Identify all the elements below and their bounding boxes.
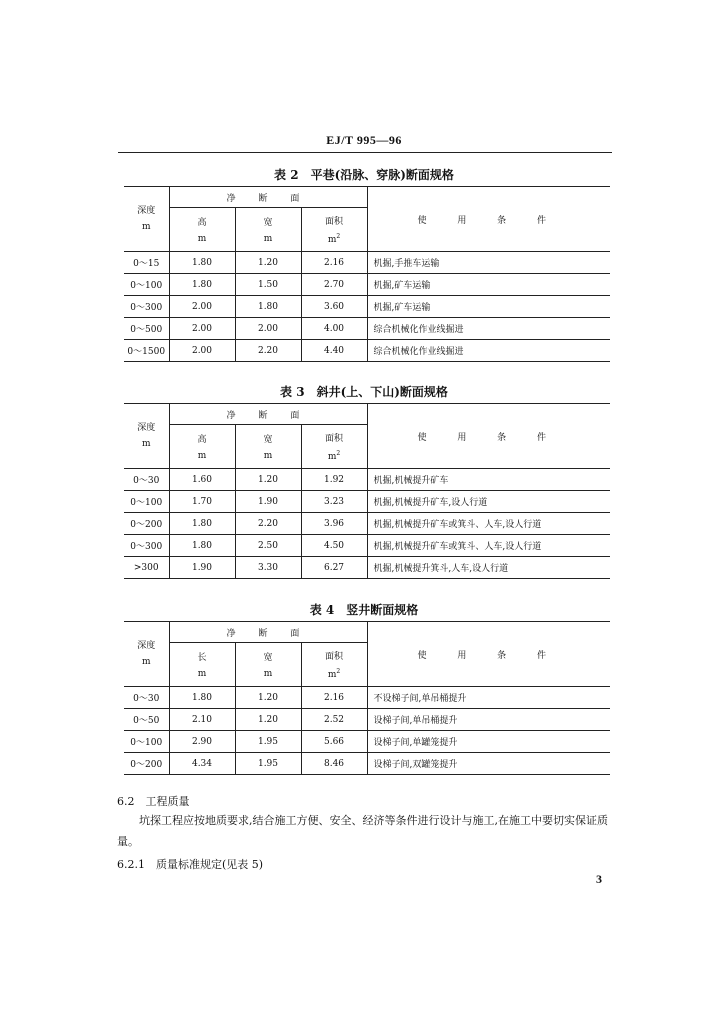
col-area-unit: $m^2$ — [327, 450, 341, 462]
table-row — [124, 513, 610, 535]
condition-cell: 机掘,矿车运输 — [367, 274, 610, 296]
depth-cell: 0～30 — [124, 687, 169, 709]
col-b-label: 宽 — [263, 435, 273, 445]
depth-header — [124, 187, 169, 252]
a-cell: 1.80 — [169, 274, 235, 296]
col-b-header — [235, 425, 301, 469]
col-area-unit: $m^2$ — [327, 233, 341, 245]
b-cell: 1.80 — [235, 296, 301, 318]
table-row — [124, 731, 610, 753]
area-cell: 2.16 — [301, 687, 367, 709]
condition-header — [367, 404, 610, 469]
table-row — [124, 491, 610, 513]
condition-cell: 机掘,机械提升矿车或箕斗、人车,设人行道 — [367, 513, 610, 535]
condition-cell: 机掘,机械提升矿车 — [367, 469, 610, 491]
condition-cell: 机掘,机械提升矿车或箕斗、人车,设人行道 — [367, 535, 610, 557]
b-cell: 2.50 — [235, 535, 301, 557]
a-cell: 2.10 — [169, 709, 235, 731]
area-cell: 5.66 — [301, 731, 367, 753]
section-label: 净 断 面 — [226, 628, 310, 639]
a-cell: 2.00 — [169, 296, 235, 318]
depth-cell: 0～300 — [124, 535, 169, 557]
condition-cell: 设梯子间,单罐笼提升 — [367, 731, 610, 753]
table-3 — [124, 403, 610, 579]
a-cell: 2.90 — [169, 731, 235, 753]
depth-label: 深度 — [137, 423, 156, 433]
table-4 — [124, 621, 610, 775]
area-cell: 6.27 — [301, 557, 367, 579]
condition-cell: 机掘,手推车运输 — [367, 252, 610, 274]
area-cell: 4.50 — [301, 535, 367, 557]
area-cell: 2.16 — [301, 252, 367, 274]
depth-cell: 0～15 — [124, 252, 169, 274]
col-a-unit: m — [197, 669, 207, 679]
section-6-2-heading: 6.2 工程质量 — [117, 795, 190, 808]
condition-label: 使 用 条 件 — [417, 650, 561, 661]
col-b-unit: m — [263, 234, 273, 244]
col-a-header — [169, 643, 235, 687]
depth-cell: 0～300 — [124, 296, 169, 318]
b-cell: 1.20 — [235, 252, 301, 274]
depth-unit: m — [141, 439, 151, 449]
col-a-label: 长 — [197, 653, 207, 663]
area-cell: 2.52 — [301, 709, 367, 731]
b-cell: 2.00 — [235, 318, 301, 340]
area-cell: 2.70 — [301, 274, 367, 296]
a-cell: 1.80 — [169, 252, 235, 274]
col-a-header — [169, 208, 235, 252]
area-cell: 1.92 — [301, 469, 367, 491]
col-a-label: 高 — [197, 435, 207, 445]
table-row — [124, 687, 610, 709]
depth-cell: 0～50 — [124, 709, 169, 731]
table-row — [124, 252, 610, 274]
depth-header — [124, 622, 169, 687]
depth-cell: >300 — [124, 557, 169, 579]
a-cell: 1.80 — [169, 687, 235, 709]
table-row — [124, 340, 610, 362]
b-cell: 2.20 — [235, 340, 301, 362]
col-a-unit: m — [197, 451, 207, 461]
header-rule — [118, 152, 612, 153]
a-cell: 1.80 — [169, 513, 235, 535]
a-cell: 1.90 — [169, 557, 235, 579]
a-cell: 2.00 — [169, 318, 235, 340]
a-cell: 4.34 — [169, 753, 235, 775]
b-cell: 1.50 — [235, 274, 301, 296]
depth-cell: 0～100 — [124, 731, 169, 753]
table-2 — [124, 186, 610, 362]
condition-header — [367, 622, 610, 687]
b-cell: 1.20 — [235, 469, 301, 491]
section-6-2-paragraph: 坑探工程应按地质要求,结合施工方便、安全、经济等条件进行设计与施工,在施工中要切实保证质量。 — [117, 814, 608, 848]
col-area-label: 面积 — [325, 652, 344, 662]
a-cell: 1.70 — [169, 491, 235, 513]
depth-cell: 0～200 — [124, 513, 169, 535]
condition-cell: 设梯子间,单吊桶提升 — [367, 709, 610, 731]
depth-cell: 0～200 — [124, 753, 169, 775]
area-cell: 3.96 — [301, 513, 367, 535]
area-cell: 3.60 — [301, 296, 367, 318]
table-row — [124, 296, 610, 318]
depth-cell: 0～500 — [124, 318, 169, 340]
table-row — [124, 557, 610, 579]
b-cell: 1.90 — [235, 491, 301, 513]
table-row — [124, 318, 610, 340]
col-area-header — [301, 643, 367, 687]
b-cell: 1.20 — [235, 687, 301, 709]
area-cell: 4.00 — [301, 318, 367, 340]
a-cell: 2.00 — [169, 340, 235, 362]
b-cell: 1.95 — [235, 753, 301, 775]
b-cell: 3.30 — [235, 557, 301, 579]
area-cell: 4.40 — [301, 340, 367, 362]
section-6-2-1-heading: 6.2.1 质量标准规定(见表 5) — [117, 858, 264, 871]
section-header — [169, 404, 367, 425]
table-row — [124, 469, 610, 491]
depth-label: 深度 — [137, 206, 156, 216]
col-area-header — [301, 425, 367, 469]
depth-unit: m — [141, 657, 151, 667]
depth-unit: m — [141, 222, 151, 232]
condition-cell: 机掘,矿车运输 — [367, 296, 610, 318]
condition-label: 使 用 条 件 — [417, 432, 561, 443]
condition-label: 使 用 条 件 — [417, 215, 561, 226]
condition-cell: 机掘,机械提升矿车,设人行道 — [367, 491, 610, 513]
table-row — [124, 709, 610, 731]
page-number: 3 — [596, 872, 602, 886]
area-cell: 3.23 — [301, 491, 367, 513]
col-b-unit: m — [263, 451, 273, 461]
col-area-label: 面积 — [325, 217, 344, 227]
b-cell: 1.20 — [235, 709, 301, 731]
depth-label: 深度 — [137, 641, 156, 651]
col-b-header — [235, 208, 301, 252]
table-4-caption: 表 4 竖井断面规格 — [309, 603, 419, 617]
table-3-caption: 表 3 斜井(上、下山)断面规格 — [280, 385, 448, 399]
section-header — [169, 187, 367, 208]
col-a-header — [169, 425, 235, 469]
condition-cell: 设梯子间,双罐笼提升 — [367, 753, 610, 775]
condition-cell: 机掘,机械提升箕斗,人车,设人行道 — [367, 557, 610, 579]
depth-header — [124, 404, 169, 469]
b-cell: 1.95 — [235, 731, 301, 753]
col-b-header — [235, 643, 301, 687]
col-b-label: 宽 — [263, 218, 273, 228]
a-cell: 1.60 — [169, 469, 235, 491]
depth-cell: 0～1500 — [124, 340, 169, 362]
table-row — [124, 535, 610, 557]
col-area-unit: $m^2$ — [327, 668, 341, 680]
depth-cell: 0～30 — [124, 469, 169, 491]
table-row — [124, 753, 610, 775]
b-cell: 2.20 — [235, 513, 301, 535]
section-label: 净 断 面 — [226, 410, 310, 421]
condition-header — [367, 187, 610, 252]
table-row — [124, 274, 610, 296]
document-header: EJ/T 995—96 — [326, 133, 402, 147]
table-2-caption: 表 2 平巷(沿脉、穿脉)断面规格 — [274, 168, 454, 182]
area-cell: 8.46 — [301, 753, 367, 775]
col-a-label: 高 — [197, 218, 207, 228]
condition-cell: 不设梯子间,单吊桶提升 — [367, 687, 610, 709]
col-a-unit: m — [197, 234, 207, 244]
depth-cell: 0～100 — [124, 274, 169, 296]
col-b-unit: m — [263, 669, 273, 679]
col-area-header — [301, 208, 367, 252]
col-area-label: 面积 — [325, 434, 344, 444]
section-header — [169, 622, 367, 643]
condition-cell: 综合机械化作业线掘进 — [367, 340, 610, 362]
section-label: 净 断 面 — [226, 193, 310, 204]
a-cell: 1.80 — [169, 535, 235, 557]
condition-cell: 综合机械化作业线掘进 — [367, 318, 610, 340]
depth-cell: 0～100 — [124, 491, 169, 513]
col-b-label: 宽 — [263, 653, 273, 663]
